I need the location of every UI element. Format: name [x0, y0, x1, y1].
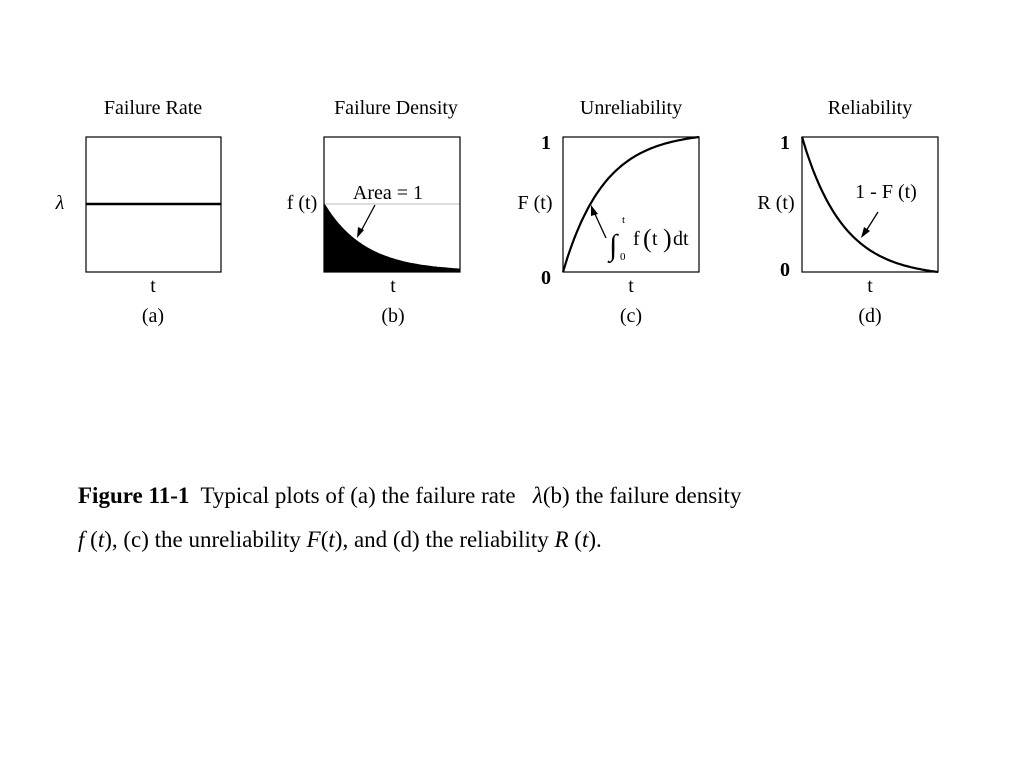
area-annotation: Area = 1 [352, 182, 424, 204]
caption-sep-1: ( [84, 527, 98, 552]
panel-b-title: Failure Density [334, 97, 458, 119]
reliability-arrow-line [866, 212, 878, 231]
panel-unreliability [518, 97, 700, 327]
caption-text-2b: ), and (d) the reliability [334, 527, 555, 552]
panel-d-tag: (d) [858, 305, 882, 327]
panel-d-ylabel: R (t) [757, 192, 795, 214]
caption-t-3: t [581, 527, 589, 552]
caption-t-2: t [328, 527, 335, 552]
panel-b-tag: (b) [381, 305, 405, 327]
caption-R: R [554, 527, 569, 552]
unreliability-curve [563, 137, 699, 272]
integral-lower-limit: 0 [620, 251, 626, 263]
panel-b-ylabel: f (t) [286, 192, 318, 214]
caption-sep-3: ( [320, 527, 329, 552]
panel-a-xlabel: t [150, 275, 156, 297]
panel-d-xlabel: t [867, 275, 873, 297]
reliability-arrow-head [861, 227, 870, 238]
caption-sep-5: ( [568, 527, 582, 552]
panel-c-tag: (c) [619, 305, 643, 327]
caption-line-2 [78, 518, 978, 562]
panel-b-xlabel: t [390, 275, 396, 297]
panel-c-ylabel: F (t) [517, 192, 553, 214]
caption-sep-6: ). [588, 527, 602, 552]
integral-close-paren: ) [663, 224, 672, 253]
panel-d-frame [802, 137, 938, 272]
integral-argument: t [652, 228, 658, 250]
panel-a-title: Failure Rate [103, 97, 203, 119]
reliability-curve [802, 137, 938, 272]
panel-failure-density [287, 97, 460, 327]
caption-F: F [306, 527, 321, 552]
caption-text-1a: Typical plots of (a) the failure rate [200, 483, 516, 508]
integral-open-paren: ( [643, 224, 652, 253]
caption-label: Figure 11-1 [78, 483, 190, 508]
panel-a-tag: (a) [141, 305, 165, 327]
caption-text-2a: ), (c) the unreliability [104, 527, 307, 552]
area-arrow-line [360, 205, 375, 233]
integral-differential: dt [673, 228, 689, 250]
integral-expression [607, 214, 689, 264]
failure-density-area [324, 205, 460, 273]
panel-a-ylabel: λ [55, 192, 65, 214]
panel-d-ymax: 1 [780, 132, 790, 154]
panel-c-title: Unreliability [579, 97, 683, 119]
panel-c-frame [563, 137, 699, 272]
integral-arrow-line [594, 212, 606, 238]
panel-reliability [757, 97, 938, 327]
panel-c-xlabel: t [628, 275, 634, 297]
reliability-annotation: 1 - F (t) [855, 181, 917, 203]
integral-function: f [633, 228, 640, 250]
integral-sign: ∫ [609, 229, 618, 262]
caption-t-1: t [97, 527, 105, 552]
panel-d-ymin: 0 [780, 259, 790, 281]
panel-failure-rate [55, 97, 221, 327]
panel-c-ymin: 0 [541, 267, 551, 289]
panel-d-title: Reliability [827, 97, 913, 119]
integral-arrow-head [591, 205, 598, 216]
caption-line-1 [78, 474, 978, 518]
caption-f: f [78, 527, 85, 552]
caption-lambda: λ [532, 483, 543, 508]
caption-text-1b: (b) the failure density [542, 483, 742, 508]
figure-caption [78, 474, 978, 562]
integral-upper-limit: t [622, 214, 626, 226]
panel-c-ymax: 1 [541, 132, 551, 154]
